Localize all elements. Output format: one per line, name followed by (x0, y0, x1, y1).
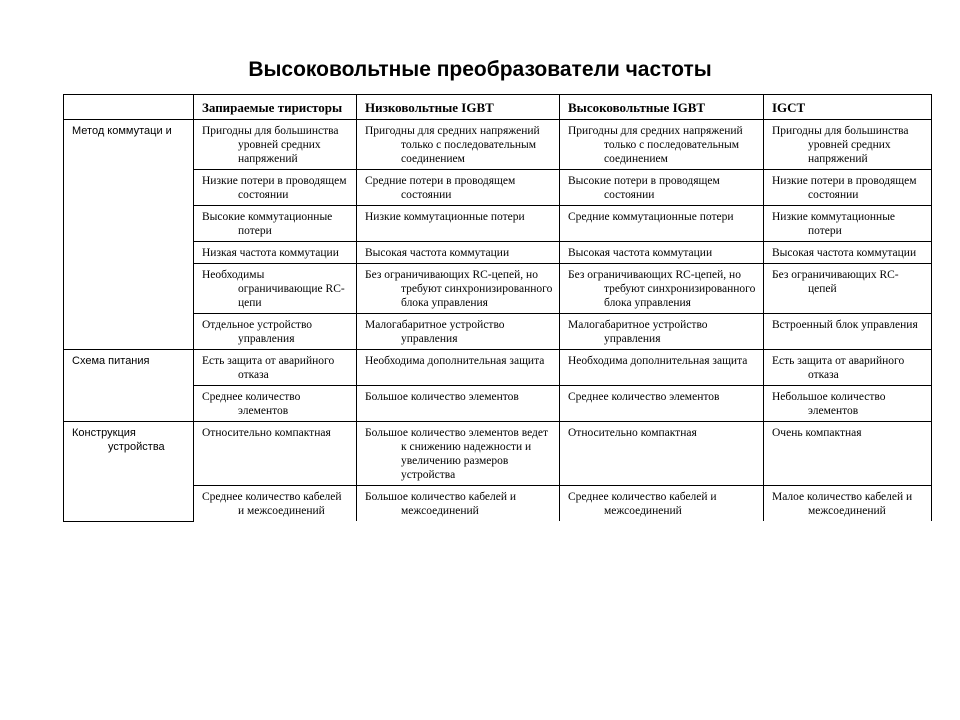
table-cell: Высокая частота коммутации (357, 242, 560, 264)
table-cell: Большое количество элементов ведет к снижению надежности и увеличению размеров устройства (357, 422, 560, 486)
table-row (64, 350, 932, 386)
table-cell: Высокая частота коммутации (764, 242, 932, 264)
table-row (64, 120, 932, 170)
table-cell: Относительно компактная (194, 422, 357, 486)
row-group-label: Метод коммутаци и (64, 120, 194, 350)
table-cell: Без ограничивающих RC-цепей, но требуют синхронизированного блока управления (560, 264, 764, 314)
table-cell: Малогабаритное устройство управления (357, 314, 560, 350)
table-cell: Малогабаритное устройство управления (560, 314, 764, 350)
table-cell: Очень компактная (764, 422, 932, 486)
table-row (64, 264, 932, 314)
column-header: IGCT (764, 95, 932, 120)
table-cell: Малое количество кабелей и межсоединений (764, 486, 932, 522)
table-cell: Высокие коммутационные потери (194, 206, 357, 242)
table-cell: Низкая частота коммутации (194, 242, 357, 264)
table-cell: Большое количество элементов (357, 386, 560, 422)
table-row (64, 386, 932, 422)
header-corner (64, 95, 194, 120)
table-cell: Встроенный блок управления (764, 314, 932, 350)
table-cell: Высокие потери в проводящем состоянии (560, 170, 764, 206)
table-row (64, 486, 932, 522)
table-row (64, 422, 932, 486)
table-cell: Среднее количество кабелей и межсоединений (560, 486, 764, 522)
table-cell: Средние коммутационные потери (560, 206, 764, 242)
table-cell: Есть защита от аварийного отказа (764, 350, 932, 386)
table-cell: Пригодны для средних напряжений только с последовательным соединением (560, 120, 764, 170)
table-cell: Необходима дополнительная защита (357, 350, 560, 386)
table-cell: Низкие потери в проводящем состоянии (194, 170, 357, 206)
table-cell: Необходима дополнительная защита (560, 350, 764, 386)
table-cell: Пригодны для средних напряжений только с последовательным соединением (357, 120, 560, 170)
table-cell: Большое количество кабелей и межсоединений (357, 486, 560, 522)
table-row (64, 206, 932, 242)
table-cell: Без ограничивающих RC-цепей, но требуют синхронизированного блока управления (357, 264, 560, 314)
table-cell: Средние потери в проводящем состоянии (357, 170, 560, 206)
table-cell: Необходимы ограничивающие RC-цепи (194, 264, 357, 314)
table-cell: Небольшое количество элементов (764, 386, 932, 422)
table-cell: Среднее количество элементов (194, 386, 357, 422)
table-cell: Относительно компактная (560, 422, 764, 486)
row-group-label: Схема питания (64, 350, 194, 422)
column-header: Низковольтные IGBT (357, 95, 560, 120)
table-cell: Среднее количество элементов (560, 386, 764, 422)
table-body (64, 120, 932, 522)
table-cell: Пригодны для большинства уровней средних напряжений (764, 120, 932, 170)
table-cell: Пригодны для большинства уровней средних напряжений (194, 120, 357, 170)
comparison-table (63, 94, 932, 522)
table-cell: Среднее количество кабелей и межсоединений (194, 486, 357, 522)
table-cell: Низкие потери в проводящем состоянии (764, 170, 932, 206)
row-group-label: Конструкция устройства (64, 422, 194, 522)
table-row (64, 314, 932, 350)
page-title: Высоковольтные преобразователи частоты (248, 58, 712, 81)
table-cell: Высокая частота коммутации (560, 242, 764, 264)
table-cell: Низкие коммутационные потери (357, 206, 560, 242)
column-header: Высоковольтные IGBT (560, 95, 764, 120)
table-cell: Без ограничивающих RC-цепей (764, 264, 932, 314)
table-cell: Низкие коммутационные потери (764, 206, 932, 242)
table-row (64, 242, 932, 264)
column-header: Запираемые тиристоры (194, 95, 357, 120)
header-row (64, 95, 932, 120)
table-cell: Есть защита от аварийного отказа (194, 350, 357, 386)
table-row (64, 170, 932, 206)
table-cell: Отдельное устройство управления (194, 314, 357, 350)
